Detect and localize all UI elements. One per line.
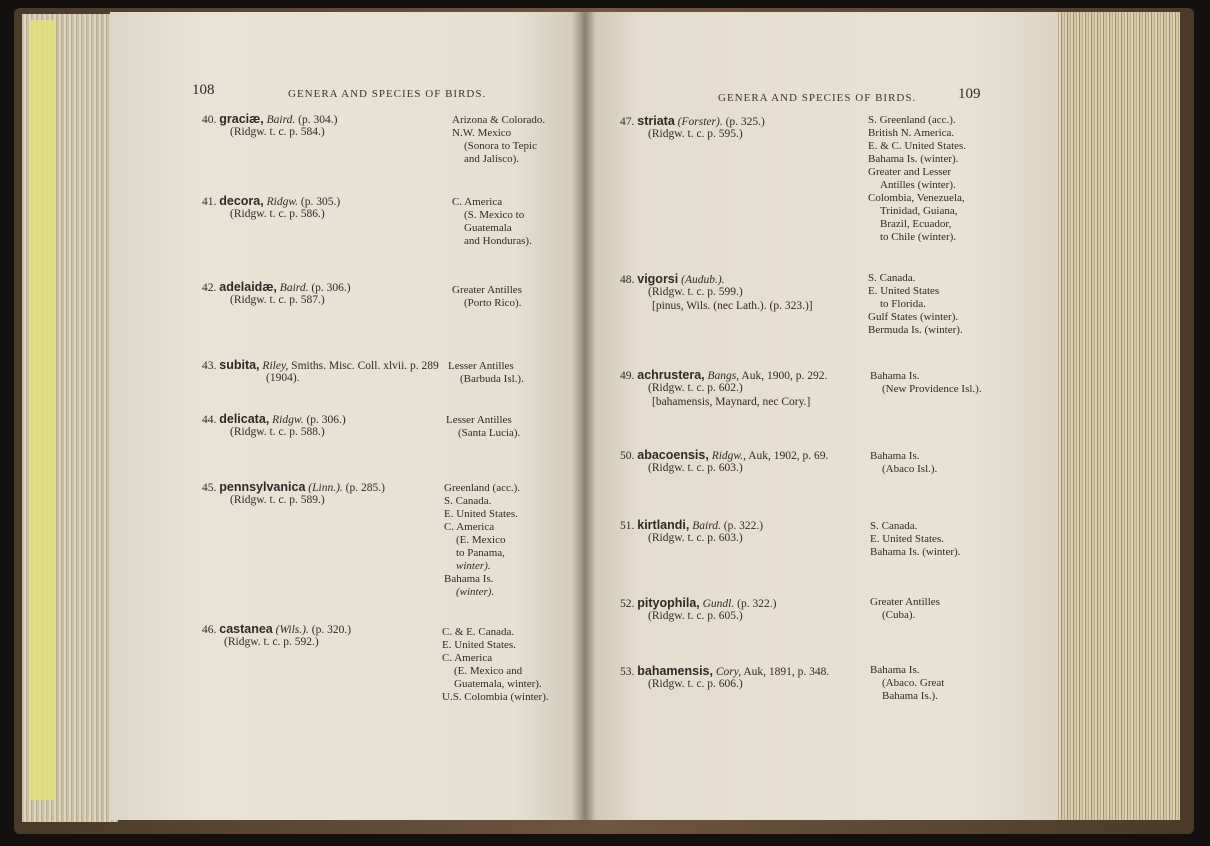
left-running-head: GENERA AND SPECIES OF BIRDS. bbox=[288, 88, 487, 100]
entry-number: 52. bbox=[620, 598, 635, 610]
ridgway-reference: (Ridgw. t. c. p. 599.) bbox=[648, 286, 743, 298]
range-line: S. Canada. bbox=[868, 272, 916, 284]
ridgway-reference: (Ridgw. t. c. p. 606.) bbox=[648, 678, 743, 690]
range-line: (Porto Rico). bbox=[464, 297, 522, 309]
page-reference: (p. 306.) bbox=[306, 414, 346, 426]
entry-number: 41. bbox=[202, 196, 217, 208]
range-line: N.W. Mexico bbox=[452, 127, 512, 139]
range-line: British N. America. bbox=[868, 127, 955, 139]
range-text bbox=[448, 360, 524, 386]
range-line: to Panama, bbox=[456, 547, 505, 559]
range-text bbox=[446, 414, 520, 440]
species-author: Baird. bbox=[266, 114, 296, 126]
species-name: abacoensis, bbox=[637, 448, 709, 462]
range-line: S. Greenland (acc.). bbox=[868, 114, 956, 126]
range-line: C. America bbox=[452, 196, 503, 208]
range-line: Guatemala bbox=[464, 222, 512, 234]
species-name: subita, bbox=[219, 358, 260, 372]
range-line: (Abaco. Great bbox=[882, 677, 945, 689]
range-line: E. United States. bbox=[442, 639, 516, 651]
range-line: and Honduras). bbox=[464, 235, 532, 247]
left-page-number: 108 bbox=[192, 82, 215, 98]
ridgway-reference: (Ridgw. t. c. p. 586.) bbox=[230, 208, 325, 220]
range-line: (Sonora to Tepic bbox=[464, 140, 537, 152]
synonym-reference: [bahamensis, Maynard, nec Cory.] bbox=[652, 396, 811, 408]
range-line: (New Providence Isl.). bbox=[882, 383, 982, 395]
ridgway-reference: (Ridgw. t. c. p. 602.) bbox=[648, 382, 743, 394]
range-line: C. America bbox=[444, 521, 495, 533]
species-name: pennsylvanica bbox=[219, 480, 306, 494]
ridgway-reference: (Ridgw. t. c. p. 605.) bbox=[648, 610, 743, 622]
entry-number: 43. bbox=[202, 360, 217, 372]
range-line: Lesser Antilles bbox=[448, 360, 514, 372]
range-line: Bahama Is. (winter). bbox=[868, 153, 959, 165]
page-reference: (p. 322.) bbox=[723, 520, 764, 532]
page-reference: Auk, 1902, p. 69. bbox=[748, 450, 829, 462]
species-author: Baird. bbox=[279, 282, 309, 294]
entry-number: 50. bbox=[620, 450, 635, 462]
range-text bbox=[870, 370, 982, 396]
range-line: Colombia, Venezuela, bbox=[868, 192, 965, 204]
species-name: pityophila, bbox=[637, 596, 700, 610]
species-name: vigorsi bbox=[637, 272, 679, 286]
range-line: E. United States. bbox=[444, 508, 518, 520]
species-name: striata bbox=[637, 114, 675, 128]
entry-number: 46. bbox=[202, 624, 217, 636]
species-author: (Audub.). bbox=[681, 274, 725, 286]
species-author: Gundl. bbox=[702, 598, 735, 610]
range-text bbox=[452, 196, 532, 248]
entry-number: 42. bbox=[202, 282, 217, 294]
range-text bbox=[870, 520, 960, 559]
range-line: Greater Antilles bbox=[452, 284, 522, 296]
ridgway-reference: (Ridgw. t. c. p. 584.) bbox=[230, 126, 325, 138]
range-line: (Santa Lucia). bbox=[458, 427, 521, 439]
species-name: castanea bbox=[219, 622, 273, 636]
range-line: Bahama Is. bbox=[444, 573, 494, 585]
range-line: (S. Mexico to bbox=[464, 209, 525, 221]
range-line: Bahama Is. bbox=[870, 370, 920, 382]
range-line: (Barbuda Isl.). bbox=[460, 373, 524, 385]
entry-number: 47. bbox=[620, 116, 635, 128]
range-line: Bermuda Is. (winter). bbox=[868, 324, 963, 336]
ridgway-reference: (Ridgw. t. c. p. 588.) bbox=[230, 426, 325, 438]
species-name: bahamensis, bbox=[637, 664, 713, 678]
species-author: Baird. bbox=[692, 520, 721, 532]
species-author: Cory, bbox=[715, 666, 742, 678]
ridgway-reference: (Ridgw. t. c. p. 603.) bbox=[648, 462, 743, 474]
range-line: winter). bbox=[456, 560, 491, 572]
entry-number: 51. bbox=[620, 520, 635, 532]
range-text bbox=[868, 272, 963, 337]
range-text bbox=[868, 114, 966, 244]
range-line: Arizona & Colorado. bbox=[452, 114, 546, 126]
entry-number: 48. bbox=[620, 274, 635, 286]
entry-number: 45. bbox=[202, 482, 217, 494]
page-reference: Auk, 1900, p. 292. bbox=[741, 370, 828, 382]
range-line: Trinidad, Guiana, bbox=[880, 205, 958, 217]
species-name: achrustera, bbox=[637, 368, 705, 382]
range-text bbox=[452, 114, 545, 166]
species-author: Ridgw., bbox=[711, 450, 746, 462]
entry-number: 53. bbox=[620, 666, 635, 678]
range-line: Lesser Antilles bbox=[446, 414, 512, 426]
range-line: E. United States. bbox=[870, 533, 944, 545]
range-line: C. & E. Canada. bbox=[442, 626, 515, 638]
range-line: S. Canada. bbox=[870, 520, 918, 532]
right-running-head: GENERA AND SPECIES OF BIRDS. bbox=[718, 92, 917, 104]
range-line: Bahama Is. (winter). bbox=[870, 546, 961, 558]
species-author: Riley, bbox=[262, 360, 289, 372]
range-text bbox=[870, 450, 937, 476]
page-edges-right bbox=[1050, 12, 1180, 820]
range-line: and Jalisco). bbox=[464, 153, 519, 165]
ridgway-reference: (Ridgw. t. c. p. 592.) bbox=[224, 636, 319, 648]
page-reference: (p. 325.) bbox=[725, 116, 765, 128]
page-reference: (p. 322.) bbox=[737, 598, 777, 610]
range-line: to Florida. bbox=[880, 298, 926, 310]
range-line: S. Canada. bbox=[444, 495, 492, 507]
species-name: decora, bbox=[219, 194, 264, 208]
range-line: (E. Mexico and bbox=[454, 665, 523, 677]
page-reference: (p. 304.) bbox=[298, 114, 338, 126]
range-line: Bahama Is. bbox=[870, 664, 920, 676]
ridgway-reference: (Ridgw. t. c. p. 595.) bbox=[648, 128, 743, 140]
bookmark-strip bbox=[30, 20, 56, 800]
right-page-number: 109 bbox=[958, 86, 981, 102]
species-author: (Linn.). bbox=[308, 482, 343, 494]
range-line: (E. Mexico bbox=[456, 534, 506, 546]
range-line: (Abaco Isl.). bbox=[882, 463, 938, 475]
entry-number: 44. bbox=[202, 414, 217, 426]
species-name: adelaidæ, bbox=[219, 280, 277, 294]
range-line: E. United States bbox=[868, 285, 940, 297]
page-reference: Smiths. Misc. Coll. xlvii. p. 289 bbox=[291, 360, 439, 372]
species-author: Ridgw. bbox=[272, 414, 304, 426]
range-line: Bahama Is. bbox=[870, 450, 920, 462]
ridgway-reference: (Ridgw. t. c. p. 587.) bbox=[230, 294, 325, 306]
ridgway-reference: (1904). bbox=[266, 372, 300, 384]
ridgway-reference: (Ridgw. t. c. p. 589.) bbox=[230, 494, 325, 506]
synonym-reference: [pinus, Wils. (nec Lath.). (p. 323.)] bbox=[652, 300, 813, 312]
range-line: Bahama Is.). bbox=[882, 690, 938, 702]
range-line: Greater and Lesser bbox=[868, 166, 952, 178]
range-line: to Chile (winter). bbox=[880, 231, 957, 243]
entry-number: 40. bbox=[202, 114, 217, 126]
range-text bbox=[870, 596, 940, 622]
range-line: Brazil, Ecuador, bbox=[880, 218, 952, 230]
page-reference: (p. 320.) bbox=[311, 624, 352, 636]
range-line: Greenland (acc.). bbox=[444, 482, 521, 494]
book-gutter bbox=[572, 12, 596, 820]
range-text bbox=[444, 482, 520, 599]
range-line: (Cuba). bbox=[882, 609, 916, 621]
range-line: E. & C. United States. bbox=[868, 140, 967, 152]
species-author: Bangs, bbox=[707, 370, 740, 382]
range-text bbox=[442, 626, 549, 704]
page-reference: (p. 285.) bbox=[345, 482, 385, 494]
page-reference: (p. 306.) bbox=[311, 282, 351, 294]
ridgway-reference: (Ridgw. t. c. p. 603.) bbox=[648, 532, 743, 544]
range-line: Antilles (winter). bbox=[880, 179, 956, 191]
species-author: (Forster). bbox=[677, 116, 723, 128]
range-text bbox=[870, 664, 944, 703]
species-author: Ridgw. bbox=[266, 196, 299, 208]
species-name: graciæ, bbox=[219, 112, 264, 126]
range-line: U.S. Colombia (winter). bbox=[442, 691, 549, 703]
range-text bbox=[452, 284, 522, 310]
page-reference: (p. 305.) bbox=[300, 196, 341, 208]
page-reference: Auk, 1891, p. 348. bbox=[743, 666, 830, 678]
range-line: (winter). bbox=[456, 586, 495, 598]
range-line: Gulf States (winter). bbox=[868, 311, 959, 323]
species-author: (Wils.). bbox=[275, 624, 309, 636]
species-name: kirtlandi, bbox=[637, 518, 690, 532]
range-line: C. America bbox=[442, 652, 493, 664]
species-name: delicata, bbox=[219, 412, 270, 426]
range-line: Guatemala, winter). bbox=[454, 678, 542, 690]
entry-number: 49. bbox=[620, 370, 635, 382]
range-line: Greater Antilles bbox=[870, 596, 940, 608]
